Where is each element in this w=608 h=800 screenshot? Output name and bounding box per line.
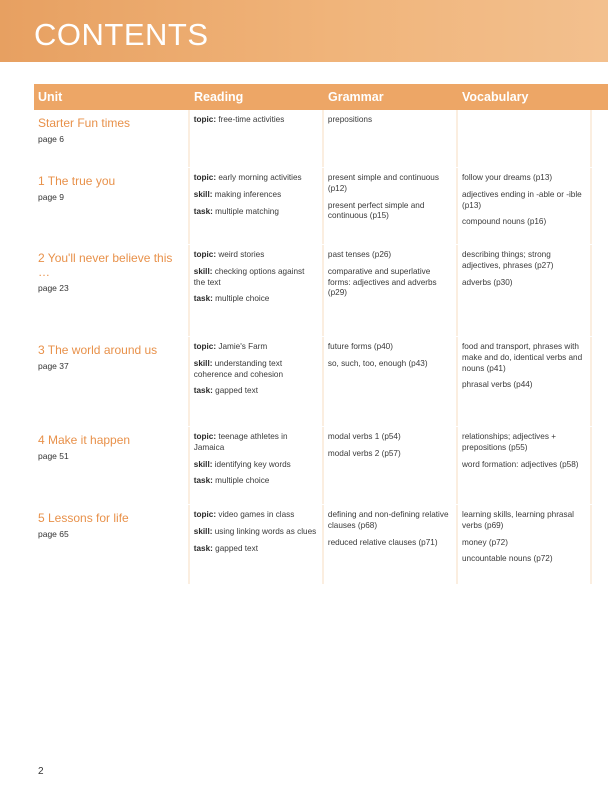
vocabulary-cell <box>458 505 590 584</box>
reading-text: Jamie's Farm <box>216 342 268 351</box>
reading-text: gapped text <box>212 386 258 396</box>
contents-table <box>34 84 608 585</box>
reading-text: identifying key words <box>212 459 291 469</box>
grammar-line: prepositions <box>327 115 373 124</box>
unit-cell <box>34 110 188 167</box>
reading-text: weird stories <box>216 250 265 259</box>
reading-cell <box>190 427 322 504</box>
reading-text: free-time activities <box>216 115 285 124</box>
header-unit: Unit <box>38 90 63 104</box>
reading-line <box>194 476 318 487</box>
reading-label: topic: <box>193 432 217 441</box>
reading-line <box>194 510 318 521</box>
extra-cell <box>592 505 608 584</box>
unit-title: 1 The true you <box>38 174 116 188</box>
reading-label: skill: <box>193 358 213 368</box>
reading-text: multiple choice <box>212 476 270 486</box>
unit-cell <box>34 337 188 426</box>
extra-cell <box>592 110 608 167</box>
reading-text: teenage athletes in Jamaica <box>193 432 288 452</box>
grammar-line: present perfect simple and continuous (p15) <box>327 200 425 221</box>
unit-cell <box>34 168 188 244</box>
unit-page: page 51 <box>38 451 69 461</box>
reading-line <box>194 342 318 353</box>
unit-title: 3 The world around us <box>38 343 158 357</box>
unit-cell <box>34 427 188 504</box>
grammar-cell <box>324 110 456 167</box>
vocabulary-cell <box>458 337 590 426</box>
grammar-line: reduced relative clauses (p71) <box>327 537 438 547</box>
reading-text: multiple matching <box>212 206 279 216</box>
grammar-line: so, such, too, enough (p43) <box>327 358 428 368</box>
reading-line <box>194 190 318 201</box>
reading-text: video games in class <box>216 510 295 519</box>
reading-text: checking options against the text <box>193 266 305 287</box>
reading-label: task: <box>193 206 213 216</box>
page-number: 2 <box>38 766 44 777</box>
vocabulary-line: money (p72) <box>462 537 508 547</box>
reading-line <box>194 267 318 289</box>
reading-label: task: <box>193 476 213 486</box>
extra-cell <box>592 427 608 504</box>
table-row <box>34 110 608 168</box>
reading-label: skill: <box>193 459 213 469</box>
reading-cell <box>190 505 322 584</box>
header-vocabulary: Vocabulary <box>462 90 529 104</box>
grammar-line: modal verbs 2 (p57) <box>327 448 401 458</box>
header-reading: Reading <box>194 90 244 104</box>
reading-label: task: <box>193 386 213 396</box>
vocabulary-line: adverbs (p30) <box>462 277 513 287</box>
table-row <box>34 168 608 245</box>
reading-label: skill: <box>193 189 213 199</box>
reading-text: understanding text coherence and cohesion <box>193 358 284 379</box>
reading-line <box>194 207 318 218</box>
unit-page: page 65 <box>38 529 69 539</box>
grammar-cell <box>324 427 456 504</box>
reading-line <box>194 460 318 471</box>
grammar-line: defining and non-defining relative clauses (p68) <box>327 510 449 530</box>
extra-cell <box>592 168 608 244</box>
vocabulary-line: learning skills, learning phrasal verbs (p69) <box>462 510 574 530</box>
extra-cell <box>592 337 608 426</box>
vocabulary-cell <box>458 168 590 244</box>
reading-line <box>194 250 318 261</box>
page-title: CONTENTS <box>34 17 209 52</box>
reading-label: topic: <box>193 173 217 182</box>
vocabulary-line: phrasal verbs (p44) <box>462 380 533 390</box>
grammar-line: present simple and continuous (p12) <box>327 173 439 193</box>
reading-label: skill: <box>193 266 213 276</box>
vocabulary-cell <box>458 427 590 504</box>
vocabulary-line: compound nouns (p16) <box>462 217 547 227</box>
grammar-line: future forms (p40) <box>327 342 393 351</box>
unit-page: page 6 <box>38 134 64 144</box>
reading-line <box>194 527 318 538</box>
grammar-cell <box>324 245 456 336</box>
header-grammar: Grammar <box>328 90 384 104</box>
unit-cell <box>34 505 188 584</box>
grammar-cell <box>324 168 456 244</box>
reading-label: topic: <box>193 250 217 259</box>
vocabulary-cell <box>458 110 590 167</box>
reading-label: topic: <box>193 342 217 351</box>
table-row <box>34 245 608 337</box>
unit-page: page 9 <box>38 192 64 202</box>
reading-line <box>194 432 318 454</box>
reading-cell <box>190 245 322 336</box>
grammar-cell <box>324 505 456 584</box>
vocabulary-line: food and transport, phrases with make and do, identical verbs and nouns (p41) <box>462 342 583 373</box>
reading-text: multiple choice <box>212 294 270 304</box>
vocabulary-line: relationships; adjectives + prepositions (p55) <box>462 432 556 452</box>
table-header <box>34 84 608 110</box>
reading-label: skill: <box>193 526 213 536</box>
reading-cell <box>190 337 322 426</box>
reading-text: using linking words as clues <box>212 526 317 536</box>
grammar-line: past tenses (p26) <box>327 250 392 259</box>
reading-text: gapped text <box>212 543 258 553</box>
unit-title: Starter Fun times <box>38 116 131 130</box>
unit-page: page 23 <box>38 283 69 293</box>
reading-label: task: <box>193 294 213 304</box>
reading-cell <box>190 168 322 244</box>
table-body <box>34 110 608 585</box>
vocabulary-line: follow your dreams (p13) <box>462 173 553 182</box>
grammar-line: comparative and superlative forms: adjectives and adverbs (p29) <box>327 266 437 298</box>
reading-text: early morning activities <box>216 173 302 182</box>
vocabulary-cell <box>458 245 590 336</box>
reading-line <box>194 386 318 397</box>
reading-label: task: <box>193 543 213 553</box>
reading-cell <box>190 110 322 167</box>
reading-line <box>194 359 318 381</box>
unit-cell <box>34 245 188 336</box>
table-row <box>34 505 608 585</box>
unit-title: 4 Make it happen <box>38 433 131 447</box>
grammar-cell <box>324 337 456 426</box>
reading-text: making inferences <box>212 189 282 199</box>
reading-line <box>194 173 318 184</box>
reading-label: topic: <box>193 115 217 124</box>
reading-line <box>194 115 318 126</box>
table-row <box>34 427 608 505</box>
reading-line <box>194 544 318 555</box>
vocabulary-line: adjectives ending in -able or -ible (p13) <box>462 189 582 210</box>
grammar-line: modal verbs 1 (p54) <box>327 432 401 441</box>
reading-label: topic: <box>193 510 217 519</box>
unit-title: 5 Lessons for life <box>38 511 129 525</box>
extra-cell <box>592 245 608 336</box>
vocabulary-line: uncountable nouns (p72) <box>462 554 553 564</box>
title-banner <box>0 0 608 62</box>
vocabulary-line: word formation: adjectives (p58) <box>462 459 579 469</box>
reading-line <box>194 294 318 305</box>
table-row <box>34 337 608 427</box>
unit-page: page 37 <box>38 361 69 371</box>
unit-title: 2 You'll never believe this … <box>38 251 173 279</box>
vocabulary-line: describing things; strong adjectives, phrases (p27) <box>462 250 554 270</box>
